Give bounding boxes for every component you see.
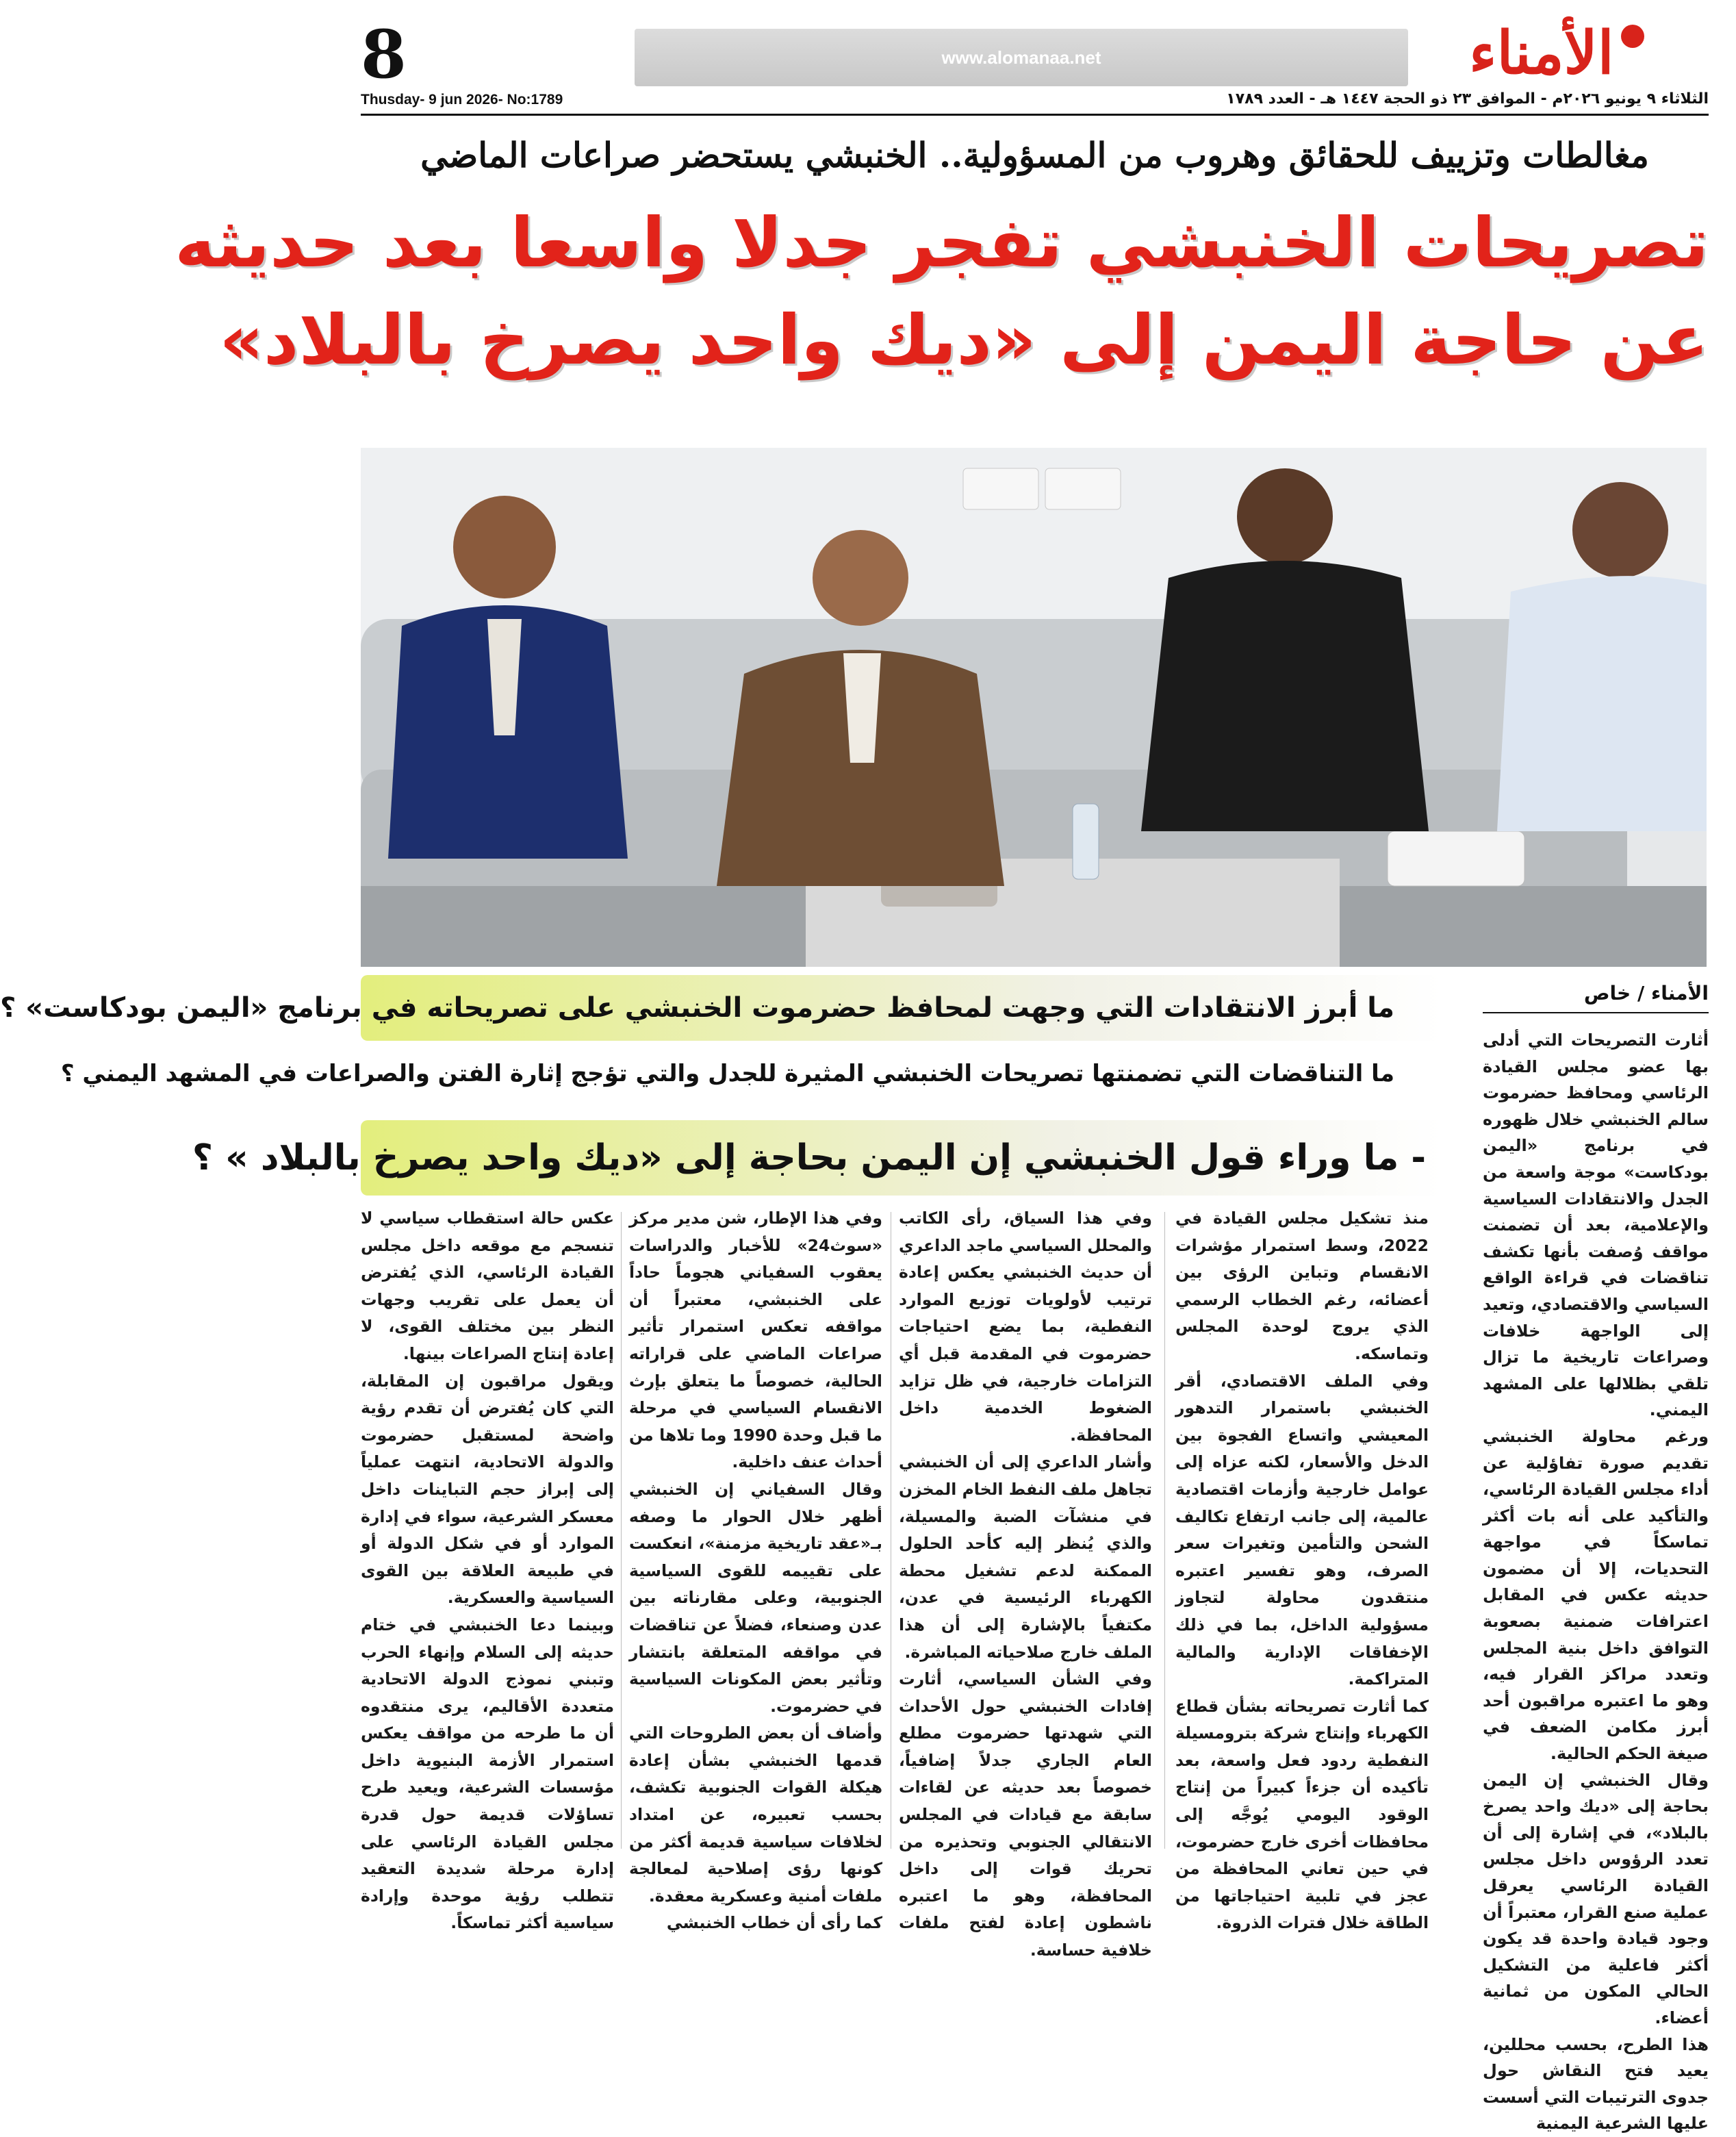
question-highlight-3	[192, 1120, 1442, 1196]
article-column-1: منذ تشكيل مجلس القيادة في 2022، وسط استمرار مؤشرات الانقسام وتباين الرؤى بين أعضائه، رغم الخطاب الرسمي الذي يروج لوحدة المجلس وتماسكه. وفي الملف الاقتصادي، أقر الخنبشي باستمرار التدهور المعيشي واتساع الفجوة بين الدخل والأسعار، لكنه عزاه إلى عوامل خارجية وأزمات اقتصادية عالمية، إلى جانب ارتفاع تكاليف الشحن والتأمين وتغيرات سعر الصرف، وهو تفسير اعتبره منتقدون محاولة لتجاوز مسؤولية الداخل، بما في ذلك الإخفاقات الإدارية والمالية المتراكمة. كما أثارت تصريحاته بشأن قطاع الكهرباء وإنتاج شركة بترومسيلة النفطية ردود فعل واسعة، بعد تأكيده أن جزءاً كبيراً من إنتاج الوقود اليومي يُوجَّه إلى محافظات أخرى خارج حضرموت، في حين تعاني المحافظة من عجز في تلبية احتياجاتها من الطاقة خلال فترات الذروة.	[1175, 1209, 1429, 1933]
column-divider	[621, 1212, 622, 1849]
masthead-divider	[361, 114, 1709, 116]
logo-dot-icon	[1621, 25, 1644, 48]
article-column-3: وفي هذا الإطار، شن مدير مركز «سوث24» للأخبار والدراسات يعقوب السفياني هجوماً حاداً على الخنبشي، معتبراً أن مواقفه تعكس استمرار تأثير صراعات الماضي على قراراته الحالية، خصوصاً ما يتعلق بإرث الانقسام السياسي في مرحلة ما قبل وحدة 1990 وما تلاها من أحداث عنف داخلية. وقال السفياني إن الخنبشي أظهر خلال الحوار ما وصفه بـ«عقد تاريخية مزمنة»، انعكست على تقييمه للقوى السياسية الجنوبية، وعلى مقارناته بين عدن وصنعاء، فضلاً عن تناقضات في مواقفه المتعلقة بانتشار وتأثير بعض المكونات السياسية في حضرموت. وأضاف أن بعض الطروحات التي قدمها الخنبشي بشأن إعادة هيكلة القوات الجنوبية تكشف، بحسب تعبيره، عن امتداد لخلافات سياسية قديمة أكثر من كونها رؤى إصلاحية لمعالجة ملفات أمنية وعسكرية معقدة. كما رأى أن خطاب الخنبشي	[629, 1209, 882, 1933]
main-headline-line-1: تصريحات الخنبشي تفجر جدلا واسعا بعد حديثه	[175, 203, 1709, 283]
credit-divider	[1483, 1012, 1709, 1013]
question-3: - ما وراء قول الخنبشي إن اليمن بحاجة إلى «ديك واحد يصرخ بالبلاد » ؟	[192, 1137, 1426, 1178]
dateline-arabic: الثلاثاء ٩ يونيو ٢٠٢٦م - الموافق ٢٣ ذو الحجة ١٤٤٧ هـ - العدد ١٧٨٩	[1226, 90, 1709, 108]
dateline-english: Thusday- 9 jun 2026- No:1789	[361, 92, 563, 108]
question-highlight-1	[0, 975, 1442, 1041]
article-column-2: وفي هذا السياق، رأى الكاتب والمحلل السياسي ماجد الداعري أن حديث الخنبشي يعكس إعادة ترتيب لأولويات توزيع الموارد النفطية، بما يضع احتياجات حضرموت في المقدمة قبل أي التزامات خارجية، في ظل تزايد الضغوط الخدمية داخل المحافظة. وأشار الداعري إلى أن الخنبشي تجاهل ملف النفط الخام المخزن في منشآت الضبة والمسيلة، والذي يُنظر إليه كأحد الحلول الممكنة لدعم تشغيل محطة الكهرباء الرئيسية في عدن، مكتفياً بالإشارة إلى أن هذا الملف خارج صلاحياته المباشرة. وفي الشأن السياسي، أثارت إفادات الخنبشي حول الأحداث التي شهدتها حضرموت مطلع العام الجاري جدلاً إضافياً، خصوصاً بعد حديثه عن لقاءات سابقة مع قيادات في المجلس الانتقالي الجنوبي وتحذيره من تحريك قوات إلى داخل المحافظة، وهو ما اعتبره ناشطون إعادة لفتح ملفات خلافية حساسة.	[899, 1209, 1152, 1960]
logo-text: الأمناء	[1469, 18, 1614, 88]
main-headline-line-2: عن حاجة اليمن إلى «ديك واحد يصرخ بالبلاد»	[219, 300, 1709, 380]
column-divider	[1164, 1212, 1165, 1849]
page-number: 8	[361, 16, 407, 93]
website-url[interactable]: www.alomanaa.net	[941, 47, 1101, 68]
article-column-4: عكس حالة استقطاب سياسي لا تنسجم مع موقعه داخل مجلس القيادة الرئاسي، الذي يُفترض أن يعمل على تقريب وجهات النظر بين مختلف القوى، لا إعادة إنتاج الصراعات بينها. ويقول مراقبون إن المقابلة، التي كان يُفترض أن تقدم رؤية واضحة لمستقبل حضرموت والدولة الاتحادية، انتهت عملياً إلى إبراز حجم التباينات داخل معسكر الشرعية، سواء في إدارة الموارد أو في شكل الدولة أو في طبيعة العلاقة بين القوى السياسية والعسكرية. وبينما دعا الخنبشي في ختام حديثه إلى السلام وإنهاء الحرب وتبني نموذج الدولة الاتحادية متعددة الأقاليم، يرى منتقدوه أن ما طرحه من مواقف يعكس استمرار الأزمة البنيوية داخل مؤسسات الشرعية، ويعيد طرح تساؤلات قديمة حول قدرة مجلس القيادة الرئاسي على إدارة مرحلة شديدة التعقيد تتطلب رؤية موحدة وإرادة سياسية أكثر تماسكاً.	[361, 1209, 614, 1933]
article-photo	[361, 448, 1707, 967]
website-banner	[635, 29, 1408, 86]
article-column-intro: أثارت التصريحات التي أدلى بها عضو مجلس القيادة الرئاسي ومحافظ حضرموت سالم الخنبشي خلال ظهوره في برنامج «اليمن بودكاست» موجة واسعة من الجدل والانتقادات السياسية والإعلامية، بعد أن تضمنت مواقف وُصفت بأنها تكشف تناقضات في قراءة الواقع السياسي والاقتصادي، وتعيد إلى الواجهة خلافات وصراعات تاريخية ما تزال تلقي بظلالها على المشهد اليمني. ورغم محاولة الخنبشي تقديم صورة تفاؤلية عن أداء مجلس القيادة الرئاسي، والتأكيد على أنه بات أكثر تماسكاً في مواجهة التحديات، إلا أن مضمون حديثه عكس في المقابل اعترافات ضمنية بصعوبة التوافق داخل بنية المجلس وتعدد مراكز القرار فيه، وهو ما اعتبره مراقبون أحد أبرز مكامن الضعف في صيغة الحكم الحالية. وقال الخنبشي إن اليمن بحاجة إلى «ديك واحد يصرخ بالبلاد»، في إشارة إلى أن تعدد الرؤوس داخل مجلس القيادة الرئاسي يعرقل عملية صنع القرار، معتبراً أن وجود قيادة واحدة قد يكون أكثر فاعلية من التشكيل الحالي المكون من ثمانية أعضاء. هذا الطرح، بحسب محللين، يعيد فتح النقاش حول جدوى الترتيبات التي أسست عليها الشرعية اليمنية	[1483, 1030, 1709, 2134]
article-credit: الأمناء / خاص	[1583, 982, 1709, 1004]
newspaper-logo	[1469, 15, 1715, 92]
question-1: ما أبرز الانتقادات التي وجهت لمحافظ حضرموت الخنبشي على تصريحاته في برنامج «اليمن بودكاست» ؟	[0, 992, 1394, 1024]
question-2: ما التناقضات التي تضمنتها تصريحات الخنبشي المثيرة للجدل والتي تؤجج إثارة الفتن والصراعات في المشهد اليمني ؟	[60, 1060, 1394, 1087]
kicker-headline: مغالطات وتزييف للحقائق وهروب من المسؤولية.. الخنبشي يستحضر صراعات الماضي	[420, 135, 1649, 175]
